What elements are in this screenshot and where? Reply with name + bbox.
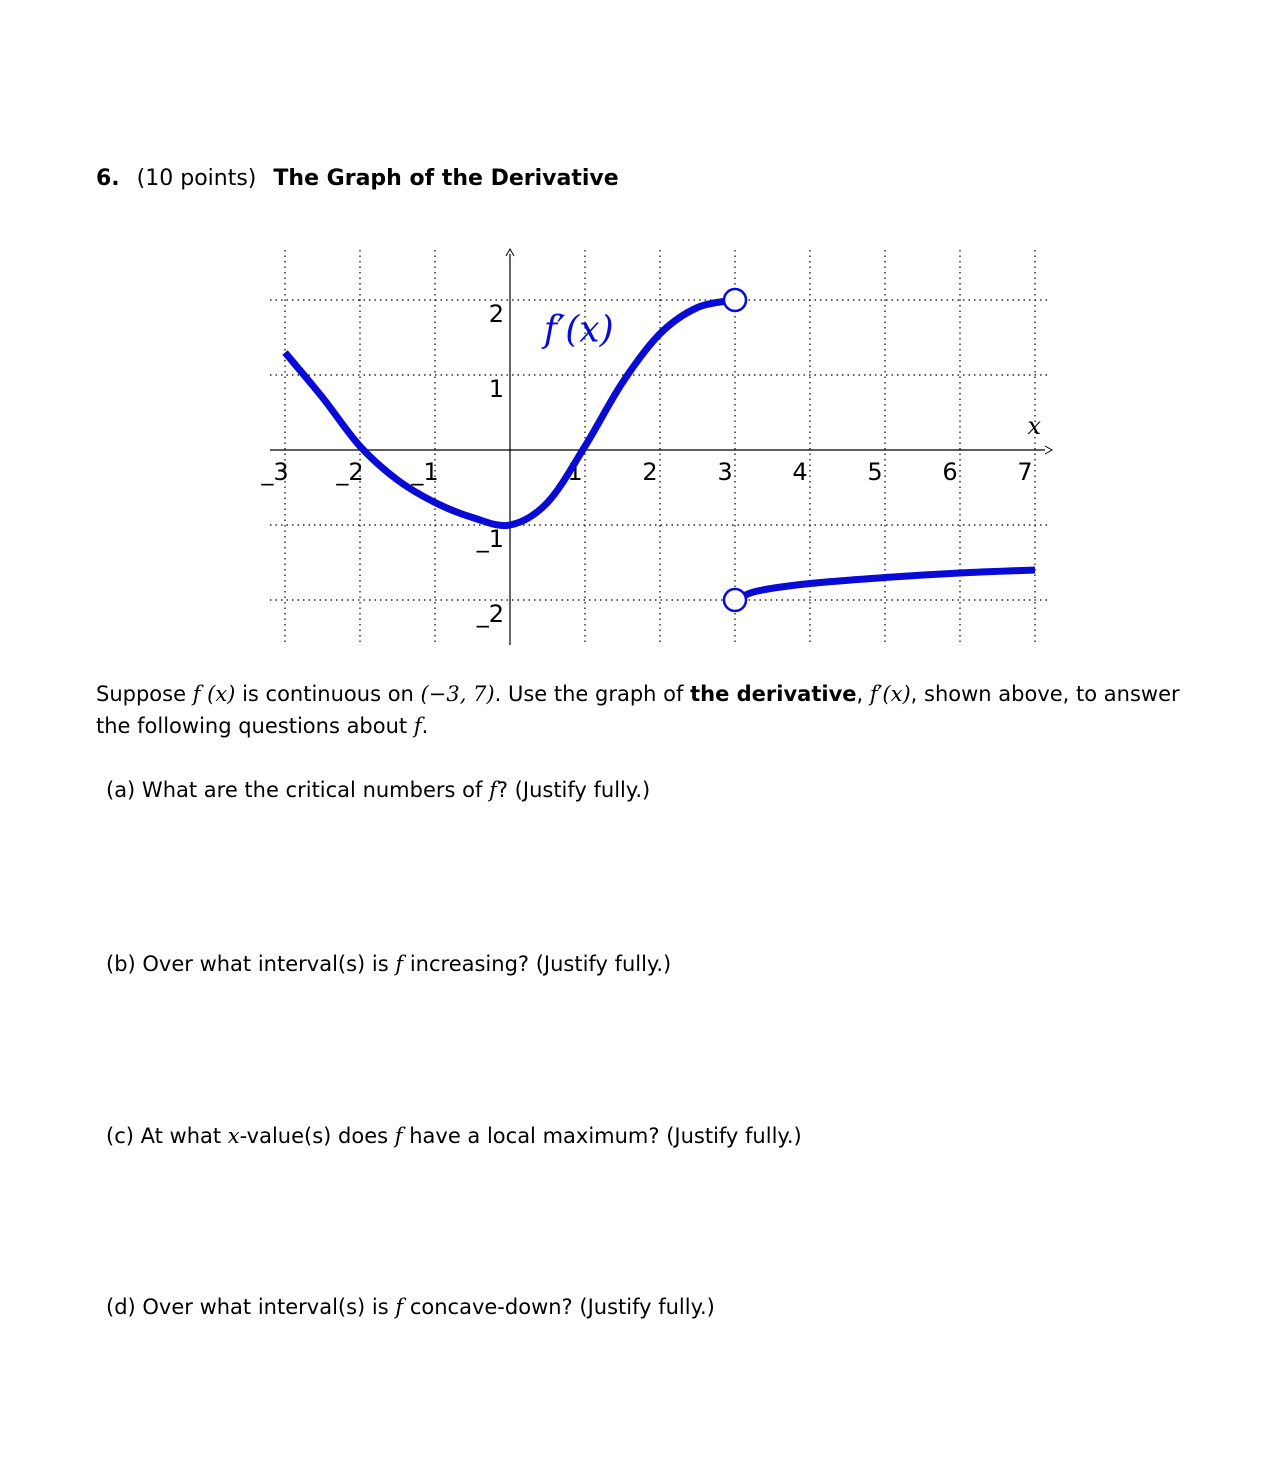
open-endpoint <box>724 289 746 311</box>
y-tick-label: 1 <box>488 375 504 403</box>
question-b <box>106 952 671 976</box>
intro-f: f <box>413 714 422 738</box>
intro-text-1: Suppose <box>96 682 187 706</box>
x-tick-label: 5 <box>867 458 883 486</box>
question-c-text-2: -value(s) does <box>239 1124 389 1148</box>
grid <box>270 250 1050 645</box>
problem-intro <box>96 678 1196 742</box>
intro-f-prime: f′(x) <box>869 682 911 706</box>
question-c-x: x <box>227 1124 240 1148</box>
x-tick-label: 2 <box>642 458 658 486</box>
question-a-text-2: ? (Justify fully.) <box>496 778 651 802</box>
y-tick-label: 2 <box>488 300 504 328</box>
derivative-graph <box>230 240 1070 660</box>
x-axis-label: x <box>1027 412 1042 440</box>
intro-text-3: . Use the graph of <box>494 682 684 706</box>
x-tick-label: 6 <box>942 458 958 486</box>
intro-f-of-x: f (x) <box>192 682 236 706</box>
intro-period: . <box>421 714 429 738</box>
curve-label: f′(x) <box>543 309 614 351</box>
question-c <box>106 1124 802 1148</box>
question-a-text-1: (a) What are the critical numbers of <box>106 778 483 802</box>
question-a-f: f <box>489 778 497 802</box>
problem-number: 6. <box>96 166 120 191</box>
y-tick-label: _2 <box>476 600 504 628</box>
x-tick-label: _3 <box>261 458 289 486</box>
open-endpoint <box>724 589 746 611</box>
question-d-f: f <box>395 1295 404 1319</box>
question-d-text-1: (d) Over what interval(s) is <box>106 1295 389 1319</box>
question-c-text-1: (c) At what <box>106 1124 222 1148</box>
question-c-text-3: have a local maximum? (Justify fully.) <box>409 1124 802 1148</box>
question-c-f: f <box>394 1124 403 1148</box>
question-b-f: f <box>395 952 404 976</box>
question-b-text-1: (b) Over what interval(s) is <box>106 952 389 976</box>
x-tick-label: 4 <box>792 458 808 486</box>
problem-title: The Graph of the Derivative <box>273 166 619 191</box>
question-a <box>106 778 650 802</box>
intro-comma: , <box>856 682 864 706</box>
x-tick-label: 7 <box>1017 458 1033 486</box>
question-d-text-2: concave-down? (Justify fully.) <box>409 1295 715 1319</box>
axes <box>270 249 1052 645</box>
x-axis-arrow <box>1045 446 1052 454</box>
problem-heading <box>96 166 619 191</box>
problem-points: (10 points) <box>136 166 257 191</box>
x-tick-label: 3 <box>717 458 733 486</box>
intro-derivative-bold: the derivative <box>690 682 857 706</box>
y-tick-label: _1 <box>476 525 504 553</box>
x-tick-label: _2 <box>336 458 364 486</box>
x-tick-label: 1 <box>567 458 583 486</box>
intro-text-4: , shown above, to answer the following questions about <box>96 682 1180 738</box>
question-d <box>106 1295 715 1319</box>
x-tick-label: _1 <box>411 458 439 486</box>
question-b-text-2: increasing? (Justify fully.) <box>409 952 672 976</box>
curve-segment-2 <box>735 570 1035 600</box>
intro-interval: (−3, 7) <box>420 682 495 706</box>
intro-text-2: is continuous on <box>242 682 414 706</box>
